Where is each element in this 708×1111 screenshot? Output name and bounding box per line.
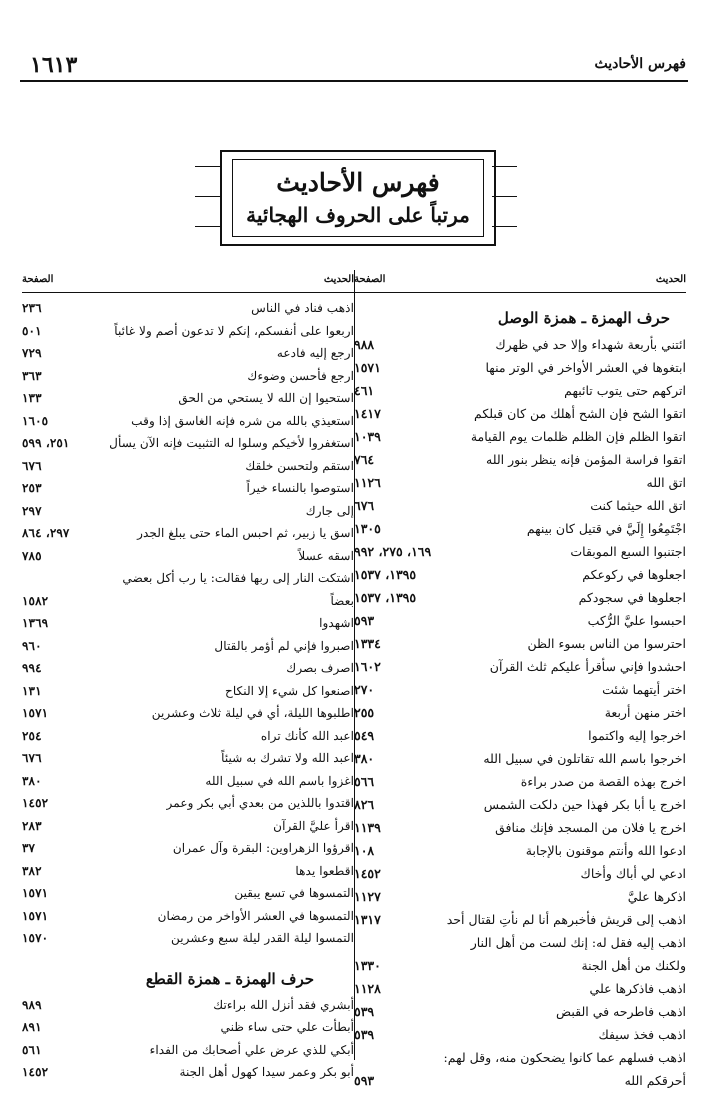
hadith-text: اخرج يا فلان من المسجد فإنك منافق bbox=[495, 820, 686, 835]
index-entry bbox=[22, 905, 354, 928]
page-reference: ١١٢٦ bbox=[354, 475, 381, 490]
section-title: حرف الهمزة ـ همزة الوصل bbox=[497, 309, 670, 327]
hadith-text: اقرأ عليَّ القرآن bbox=[273, 818, 354, 833]
column-header bbox=[354, 270, 686, 293]
page-reference: ٩٩٤ bbox=[22, 661, 42, 675]
hadith-text: اصبروا فإني لم أؤمر بالقتال bbox=[214, 638, 354, 653]
page-reference: ٧٢٩ bbox=[22, 346, 42, 360]
page-reference: ١٠٣٩ bbox=[354, 429, 381, 444]
page-reference: ٩٦٠ bbox=[22, 638, 42, 653]
hadith-text: اقتدوا باللذين من بعدي أبي بكر وعمر bbox=[166, 796, 354, 810]
index-entry bbox=[22, 545, 354, 568]
index-entry bbox=[354, 678, 686, 701]
hadith-text: اذهب فناد في الناس bbox=[251, 301, 354, 315]
page-reference: ٥٣٩ bbox=[354, 1004, 375, 1019]
page-reference: ١٥٧٠ bbox=[22, 931, 49, 945]
hadith-text: اطلبوها الليلة، أي في ليلة ثلاث وعشرين bbox=[151, 706, 354, 720]
page-reference: ٧٦٤ bbox=[354, 452, 375, 467]
page-reference: ٨٩١ bbox=[22, 1020, 42, 1034]
index-entry bbox=[354, 839, 686, 862]
index-entry bbox=[354, 494, 686, 517]
hadith-text: ادعوا الله وأنتم موقنون بالإجابة bbox=[525, 843, 686, 858]
hadith-text: اتقوا فراسة المؤمن فإنه ينظر بنور الله bbox=[486, 452, 686, 467]
hadith-text: اتركهم حتى يتوب تائبهم bbox=[564, 383, 686, 398]
page-reference: ٥٦٦ bbox=[354, 774, 375, 789]
hadith-text: التمسوها في تسع يبقين bbox=[234, 886, 354, 900]
hadith-text: أبكي للذي عرض علي أصحابك من الفداء bbox=[149, 1042, 354, 1057]
index-entry bbox=[354, 1000, 686, 1023]
hadith-text: اتقوا الشح فإن الشح أهلك من كان قبلكم bbox=[474, 406, 686, 421]
hadith-text: اشهدوا bbox=[319, 616, 354, 630]
hadith-text: اقطعوا يدها bbox=[295, 863, 354, 878]
index-entry bbox=[22, 1016, 354, 1039]
page-reference: ١٥٨٢ bbox=[22, 593, 49, 608]
hadith-text: اختر منهن أربعة bbox=[604, 705, 686, 720]
index-entry bbox=[22, 432, 354, 455]
page-reference: ١٥٧١ bbox=[22, 886, 49, 900]
page-reference: ٥٣٩ bbox=[354, 1027, 375, 1042]
page-reference: ٢٥٤ bbox=[22, 728, 42, 743]
page-reference: ٣٨٠ bbox=[22, 773, 42, 788]
page-reference: ١٣٣٠ bbox=[354, 958, 381, 973]
index-entry bbox=[22, 1039, 354, 1062]
title-inner-frame bbox=[232, 159, 484, 237]
page-reference: ٨٢٦ bbox=[354, 797, 375, 812]
page-reference: ١٤٥٢ bbox=[22, 796, 49, 810]
hadith-text: اخرج بهذه القصة من صدر براءة bbox=[520, 774, 686, 789]
index-entry bbox=[354, 1046, 686, 1092]
title-ornament-line bbox=[195, 166, 220, 167]
hadith-text: اشتكت النار إلى ربها فقالت: يا رب أكل بعضي بعضاً bbox=[122, 571, 354, 608]
page-reference: ٣٨٢ bbox=[22, 863, 42, 878]
index-entry bbox=[22, 815, 354, 838]
index-entry bbox=[354, 977, 686, 1000]
hadith-text: احترسوا من الناس بسوء الظن bbox=[527, 636, 686, 651]
index-entry bbox=[22, 837, 354, 860]
page-reference: ٢٥٣ bbox=[22, 481, 42, 495]
page-reference: ١٣٩٥، ١٥٣٧ bbox=[354, 590, 417, 605]
page-reference: ١٣٣٤ bbox=[354, 636, 381, 651]
index-entry bbox=[22, 994, 354, 1017]
hadith-text: اخرجوا إليه واكتموا bbox=[588, 728, 686, 743]
page-reference: ١٦٠٥ bbox=[22, 413, 49, 428]
index-entry bbox=[354, 816, 686, 839]
page-reference: ١٣١ bbox=[22, 683, 42, 698]
left-column bbox=[22, 270, 354, 1084]
hadith-text: استوصوا بالنساء خيراً bbox=[246, 481, 354, 495]
page-reference: ١٤٥٢ bbox=[354, 866, 381, 881]
page-reference: ٢٥٥ bbox=[354, 705, 375, 720]
page-reference: ١٦٩، ٢٧٥، ٩٩٢ bbox=[354, 544, 432, 559]
right-column bbox=[354, 270, 686, 1092]
hadith-text: اصنعوا كل شيء إلا النكاح bbox=[224, 683, 354, 698]
title-ornament-line bbox=[195, 226, 220, 227]
page-reference: ٣٦٣ bbox=[22, 368, 42, 383]
page-column-label: الصفحة bbox=[354, 274, 386, 285]
index-entry bbox=[354, 425, 686, 448]
index-entry bbox=[22, 725, 354, 748]
page-number: ١٦١٣ bbox=[30, 52, 78, 78]
title-frame bbox=[220, 150, 496, 246]
page-reference: ٥٤٩ bbox=[354, 728, 375, 743]
index-entry bbox=[354, 908, 686, 931]
index-entry bbox=[22, 477, 354, 500]
index-entry bbox=[354, 333, 686, 356]
page-reference: ٢٧٠ bbox=[354, 682, 375, 697]
page-reference: ٣٨٠ bbox=[354, 751, 375, 766]
index-entry bbox=[22, 365, 354, 388]
hadith-text: اعبد الله كأنك تراه bbox=[260, 728, 354, 743]
index-entry bbox=[22, 297, 354, 320]
page-reference: ١٦٠٢ bbox=[354, 659, 381, 674]
index-entry bbox=[22, 320, 354, 343]
page-reference: ١٠٨ bbox=[354, 843, 375, 858]
index-entry bbox=[22, 500, 354, 523]
page-reference: ١١٢٧ bbox=[354, 889, 381, 904]
index-entry bbox=[354, 517, 686, 540]
index-entry bbox=[22, 410, 354, 433]
page-reference: ٣٧ bbox=[22, 841, 36, 855]
page-reference: ٢٥١، ٥٩٩ bbox=[22, 436, 70, 450]
hadith-text: اذهب فسلهم عما كانوا يضحكون منه، وقل لهم: أحرقكم الله bbox=[443, 1050, 686, 1088]
index-entry bbox=[354, 586, 686, 609]
hadith-text: اخرج يا أبا بكر فهذا حين دلكت الشمس bbox=[483, 797, 686, 812]
column-divider bbox=[354, 270, 355, 1060]
column-header bbox=[22, 270, 354, 293]
page-reference: ١٥٧١ bbox=[22, 706, 49, 720]
index-entry bbox=[354, 770, 686, 793]
page-reference: ١٥٧١ bbox=[354, 360, 381, 375]
hadith-column-label: الحديث bbox=[655, 274, 686, 285]
index-entry bbox=[354, 701, 686, 724]
page-reference: ٥٩٣ bbox=[354, 613, 375, 628]
index-entry bbox=[354, 356, 686, 379]
index-entry bbox=[354, 402, 686, 425]
hadith-text: اذهب فخذ سيفك bbox=[598, 1027, 686, 1042]
index-entry bbox=[22, 455, 354, 478]
index-entry bbox=[22, 702, 354, 725]
hadith-text: احبسوا عليَّ الرُّكب bbox=[587, 613, 686, 628]
page-reference: ٢٩٧ bbox=[22, 503, 42, 518]
page-reference: ١١٢٨ bbox=[354, 981, 381, 996]
title-ornament-line bbox=[195, 196, 220, 197]
index-entry bbox=[22, 635, 354, 658]
page-reference: ٦٧٦ bbox=[22, 458, 42, 473]
index-entry bbox=[354, 448, 686, 471]
hadith-text: اتق الله bbox=[646, 475, 686, 490]
index-entry bbox=[22, 612, 354, 635]
section-title: حرف الهمزة ـ همزة القطع bbox=[145, 969, 314, 988]
hadith-text: اخرجوا باسم الله تقاتلون في سبيل الله bbox=[483, 751, 686, 766]
hadith-text: اتق الله حيثما كنت bbox=[590, 498, 686, 513]
page-reference: ٤٦١ bbox=[354, 383, 375, 398]
index-entry bbox=[22, 882, 354, 905]
index-entry bbox=[354, 609, 686, 632]
hadith-text: اذهب إلى قريش فأخبرهم أنا لم نأتِ لقتال أحد bbox=[446, 912, 686, 927]
index-entry bbox=[22, 1061, 354, 1084]
page-reference: ٩٨٩ bbox=[22, 997, 42, 1012]
page-reference: ٢٨٣ bbox=[22, 818, 42, 833]
hadith-text: ادعي لي أباك وأخاك bbox=[580, 866, 686, 881]
page-reference: ١٣٣ bbox=[22, 391, 42, 405]
hadith-text: اجعلوها في ركوعكم bbox=[582, 567, 686, 582]
page-reference: ١١٣٩ bbox=[354, 820, 381, 835]
hadith-text: ارجع إليه فادعه bbox=[276, 346, 354, 360]
page-reference: ١٣٩٥، ١٥٣٧ bbox=[354, 567, 417, 582]
hadith-text: اصرف بصرك bbox=[286, 661, 354, 675]
title-block bbox=[0, 150, 708, 245]
hadith-text: اجْتَمِعُوا إِلَيَّ في قتيل كان بينهم bbox=[526, 521, 686, 536]
hadith-text: أبطأت علي حتى ساء ظني bbox=[220, 1020, 354, 1034]
page-reference: ١٣١٧ bbox=[354, 912, 381, 927]
hadith-text: اربعوا على أنفسكم، إنكم لا تدعون أصم ولا غائباً bbox=[114, 323, 354, 338]
header-rule bbox=[20, 80, 688, 82]
hadith-text: احشدوا فإني سأقرأ عليكم ثلث القرآن bbox=[489, 659, 686, 674]
hadith-text: أبو بكر وعمر سيدا كهول أهل الجنة bbox=[179, 1065, 354, 1079]
index-entry bbox=[22, 657, 354, 680]
hadith-text: اذهب إليه فقل له: إنك لست من أهل النار ولكنك من أهل الجنة bbox=[470, 935, 686, 973]
index-entry bbox=[354, 793, 686, 816]
page-reference: ٩٨٨ bbox=[354, 337, 375, 352]
index-entry bbox=[354, 885, 686, 908]
hadith-text: ارجع فأحسن وضوءك bbox=[247, 368, 354, 383]
index-entry bbox=[22, 747, 354, 770]
index-entry bbox=[354, 931, 686, 977]
index-entry bbox=[354, 862, 686, 885]
hadith-text: اسق يا زبير، ثم احبس الماء حتى يبلغ الجدر bbox=[137, 526, 354, 540]
hadith-text: اجتنبوا السبع الموبقات bbox=[570, 544, 686, 559]
page-reference: ٢٣٦ bbox=[22, 301, 42, 315]
page-header bbox=[20, 50, 686, 80]
index-entry bbox=[354, 471, 686, 494]
page-column-label: الصفحة bbox=[22, 274, 54, 285]
hadith-text: استغفروا لأخيكم وسلوا له التثبيت فإنه الآن يسأل bbox=[109, 436, 354, 450]
index-title: فهرس الأحاديث bbox=[276, 168, 440, 197]
hadith-text: استحيوا إن الله لا يستحي من الحق bbox=[178, 391, 354, 405]
hadith-text: استقم ولتحسن خلقك bbox=[245, 458, 354, 473]
index-entry bbox=[22, 680, 354, 703]
index-entry bbox=[22, 387, 354, 410]
hadith-text: التمسوا ليلة القدر ليلة سبع وعشرين bbox=[170, 931, 354, 945]
index-entry bbox=[22, 770, 354, 793]
hadith-text: ابتغوها في العشر الأواخر في الوتر منها bbox=[485, 360, 686, 375]
index-entry bbox=[354, 563, 686, 586]
page-reference: ٥٠١ bbox=[22, 323, 42, 338]
page-reference: ١٣٠٥ bbox=[354, 521, 381, 536]
hadith-text: إلى جارك bbox=[305, 503, 354, 518]
page-reference: ١٣٦٩ bbox=[22, 616, 49, 630]
hadith-column-label: الحديث bbox=[323, 274, 354, 285]
index-entry bbox=[354, 655, 686, 678]
page-reference: ٧٨٥ bbox=[22, 548, 42, 563]
hadith-text: اذهب فاذكرها علي bbox=[589, 981, 686, 996]
hadith-text: أبشري فقد أنزل الله براءتك bbox=[213, 997, 354, 1012]
hadith-text: اجعلوها في سجودكم bbox=[578, 590, 686, 605]
hadith-text: اذكرها عليَّ bbox=[627, 889, 686, 904]
hadith-text: اتقوا الظلم فإن الظلم ظلمات يوم القيامة bbox=[470, 429, 686, 444]
page-reference: ٦٧٦ bbox=[22, 751, 42, 765]
page-reference: ٢٩٧، ٨٦٤ bbox=[22, 526, 70, 540]
page-reference: ٦٧٦ bbox=[354, 498, 375, 513]
hadith-text: اعبد الله ولا تشرك به شيئاً bbox=[221, 751, 354, 765]
index-entry bbox=[354, 540, 686, 563]
index-entry bbox=[22, 522, 354, 545]
index-entry bbox=[22, 567, 354, 612]
hadith-list bbox=[354, 333, 686, 1092]
hadith-list bbox=[22, 994, 354, 1084]
running-title: فهرس الأحاديث bbox=[594, 56, 686, 72]
index-entry bbox=[354, 1023, 686, 1046]
hadith-text: اقرؤوا الزهراوين: البقرة وآل عمران bbox=[172, 841, 354, 855]
index-subtitle: مرتباً على الحروف الهجائية bbox=[246, 203, 470, 227]
index-entry bbox=[354, 379, 686, 402]
hadith-text: اسقه عسلاً bbox=[298, 548, 354, 563]
hadith-text: التمسوها في العشر الأواخر من رمضان bbox=[157, 908, 354, 923]
hadith-text: اغزوا باسم الله في سبيل الله bbox=[205, 773, 354, 788]
hadith-text: استعيذي بالله من شره فإنه الغاسق إذا وقب bbox=[131, 413, 354, 428]
hadith-list bbox=[22, 297, 354, 950]
index-entry bbox=[354, 632, 686, 655]
index-entry bbox=[22, 927, 354, 950]
hadith-text: ائتني بأربعة شهداء وإلا حد في ظهرك bbox=[495, 337, 686, 352]
index-entry bbox=[22, 342, 354, 365]
hadith-text: اختر أيتهما شئت bbox=[602, 682, 686, 697]
page-reference: ٥٦١ bbox=[22, 1042, 42, 1057]
index-entry bbox=[22, 792, 354, 815]
hadith-text: اذهب فاطرحه في القبض bbox=[556, 1004, 686, 1019]
page-reference: ٥٩٣ bbox=[354, 1073, 375, 1088]
index-entry bbox=[354, 724, 686, 747]
index-entry bbox=[354, 747, 686, 770]
index-entry bbox=[22, 860, 354, 883]
page-reference: ١٤٥٢ bbox=[22, 1065, 49, 1079]
page-reference: ١٥٧١ bbox=[22, 908, 49, 923]
page-reference: ١٤١٧ bbox=[354, 406, 381, 421]
